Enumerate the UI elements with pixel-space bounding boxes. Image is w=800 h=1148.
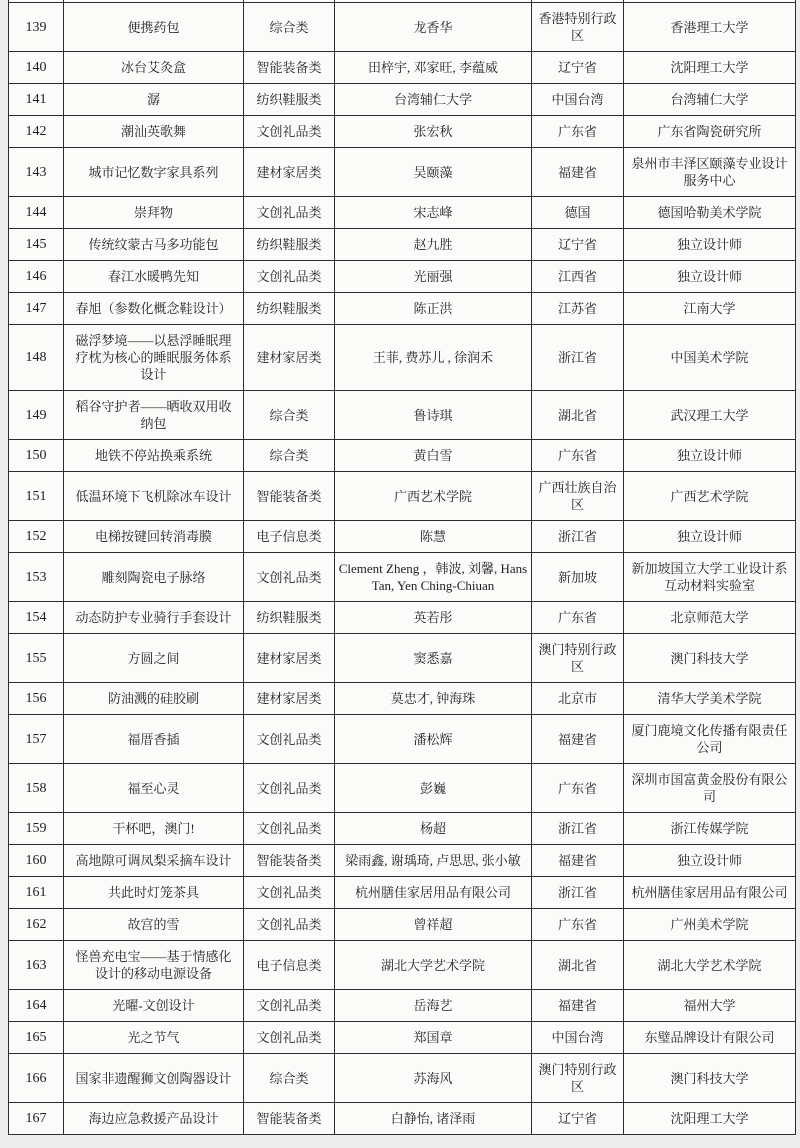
cell-category: 智能装备类	[244, 472, 335, 521]
cell-region: 中国台湾	[532, 84, 624, 116]
cell-region: 广西壮族自治区	[532, 472, 624, 521]
cell-category: 综合类	[244, 3, 335, 52]
cell-no: 164	[9, 990, 64, 1022]
cell-no: 165	[9, 1022, 64, 1054]
cell-no: 147	[9, 293, 64, 325]
cell-category: 建材家居类	[244, 325, 335, 391]
cell-institution: 深圳市国富黄金股份有限公司	[624, 764, 796, 813]
cell-category: 智能装备类	[244, 52, 335, 84]
cell-no: 144	[9, 197, 64, 229]
cell-institution: 清华大学美术学院	[624, 683, 796, 715]
table-row	[9, 52, 796, 84]
table-row	[9, 3, 796, 52]
table-row	[9, 553, 796, 602]
award-entries-table	[8, 0, 796, 1135]
cell-region: 福建省	[532, 990, 624, 1022]
cell-designers: 吴颐藻	[335, 148, 532, 197]
cell-institution: 澳门科技大学	[624, 634, 796, 683]
cell-institution: 新加坡国立大学工业设计系互动材料实验室	[624, 553, 796, 602]
cell-designers: 广西艺术学院	[335, 472, 532, 521]
cell-region: 广东省	[532, 116, 624, 148]
cell-no: 141	[9, 84, 64, 116]
cell-institution: 独立设计师	[624, 261, 796, 293]
table-row	[9, 293, 796, 325]
cell-region: 辽宁省	[532, 52, 624, 84]
cell-designers: 张宏秋	[335, 116, 532, 148]
cell-title: 地铁不停站换乘系统	[64, 440, 244, 472]
table-row	[9, 877, 796, 909]
cell-category: 电子信息类	[244, 941, 335, 990]
cell-institution: 东璧品牌设计有限公司	[624, 1022, 796, 1054]
cell-no: 167	[9, 1103, 64, 1135]
cell-no: 166	[9, 1054, 64, 1103]
cell-title: 电梯按键回转消毒膜	[64, 521, 244, 553]
cell-region: 澳门特别行政区	[532, 1054, 624, 1103]
cell-title: 稻谷守护者——晒收双用收纳包	[64, 391, 244, 440]
cell-category: 文创礼品类	[244, 990, 335, 1022]
cell-no: 161	[9, 877, 64, 909]
table-row	[9, 941, 796, 990]
cell-title: 防油溅的硅胶刷	[64, 683, 244, 715]
cell-region: 辽宁省	[532, 229, 624, 261]
cell-region: 新加坡	[532, 553, 624, 602]
table-row	[9, 84, 796, 116]
cell-designers: Clement Zheng ，韩波, 刘馨, Hans Tan, Yen Ching-Chiuan	[335, 553, 532, 602]
cell-designers: 鲁诗琪	[335, 391, 532, 440]
table-row	[9, 472, 796, 521]
cell-institution: 独立设计师	[624, 521, 796, 553]
cell-designers: 宋志峰	[335, 197, 532, 229]
table-row	[9, 813, 796, 845]
table-row	[9, 229, 796, 261]
table-body	[9, 0, 796, 1135]
cell-title: 方圆之间	[64, 634, 244, 683]
cell-institution: 北京师范大学	[624, 602, 796, 634]
cell-institution: 广州美术学院	[624, 909, 796, 941]
cell-no: 148	[9, 325, 64, 391]
cell-no: 159	[9, 813, 64, 845]
cell-region: 广东省	[532, 909, 624, 941]
cell-region: 广东省	[532, 764, 624, 813]
cell-title: 传统纹蒙古马多功能包	[64, 229, 244, 261]
cell-category: 文创礼品类	[244, 197, 335, 229]
table-row	[9, 1022, 796, 1054]
cell-institution: 台湾辅仁大学	[624, 84, 796, 116]
cell-title: 国家非遗醒狮文创陶器设计	[64, 1054, 244, 1103]
cell-category: 建材家居类	[244, 148, 335, 197]
cell-no: 146	[9, 261, 64, 293]
cell-no: 160	[9, 845, 64, 877]
cell-designers: 龙香华	[335, 3, 532, 52]
cell-no: 143	[9, 148, 64, 197]
table-row	[9, 909, 796, 941]
cell-region: 广东省	[532, 602, 624, 634]
cell-category: 文创礼品类	[244, 261, 335, 293]
cell-no: 145	[9, 229, 64, 261]
cell-category: 电子信息类	[244, 521, 335, 553]
cell-title: 动态防护专业骑行手套设计	[64, 602, 244, 634]
cell-no: 163	[9, 941, 64, 990]
cell-designers: 彭巍	[335, 764, 532, 813]
cell-designers: 陈正洪	[335, 293, 532, 325]
cell-title: 共此时灯笼茶具	[64, 877, 244, 909]
cell-no: 149	[9, 391, 64, 440]
table-row	[9, 521, 796, 553]
cell-no: 140	[9, 52, 64, 84]
cell-category: 综合类	[244, 391, 335, 440]
cell-institution: 中国美术学院	[624, 325, 796, 391]
cell-designers: 湖北大学艺术学院	[335, 941, 532, 990]
cell-institution: 独立设计师	[624, 229, 796, 261]
cell-designers: 陈慧	[335, 521, 532, 553]
cell-designers: 郑国章	[335, 1022, 532, 1054]
cell-designers: 田梓宇, 邓家旺, 李蕴威	[335, 52, 532, 84]
cell-no: 151	[9, 472, 64, 521]
table-row	[9, 990, 796, 1022]
cell-title: 故宫的雪	[64, 909, 244, 941]
cell-institution: 沈阳理工大学	[624, 52, 796, 84]
cell-institution: 广东省陶瓷研究所	[624, 116, 796, 148]
cell-title: 光曜-文创设计	[64, 990, 244, 1022]
cell-title: 春江水暖鸭先知	[64, 261, 244, 293]
cell-designers: 白静怡, 诸泽雨	[335, 1103, 532, 1135]
cell-designers: 莫忠才, 钟海珠	[335, 683, 532, 715]
cell-no: 156	[9, 683, 64, 715]
cell-region: 江苏省	[532, 293, 624, 325]
cell-category: 建材家居类	[244, 634, 335, 683]
cell-designers: 黄白雪	[335, 440, 532, 472]
cell-region: 香港特别行政区	[532, 3, 624, 52]
cell-designers: 杨超	[335, 813, 532, 845]
cell-title: 海边应急救援产品设计	[64, 1103, 244, 1135]
cell-designers: 英若彤	[335, 602, 532, 634]
cell-designers: 光丽强	[335, 261, 532, 293]
cell-no: 157	[9, 715, 64, 764]
table-row	[9, 116, 796, 148]
cell-title: 光之节气	[64, 1022, 244, 1054]
cell-region: 湖北省	[532, 941, 624, 990]
cell-designers: 梁雨鑫, 谢瑀琦, 卢思思, 张小敏	[335, 845, 532, 877]
cell-category: 文创礼品类	[244, 909, 335, 941]
cell-category: 文创礼品类	[244, 553, 335, 602]
cell-designers: 王菲, 费苏儿 , 徐润禾	[335, 325, 532, 391]
cell-designers: 曾祥超	[335, 909, 532, 941]
cell-institution: 福州大学	[624, 990, 796, 1022]
cell-region: 湖北省	[532, 391, 624, 440]
table-row	[9, 1054, 796, 1103]
cell-institution: 广西艺术学院	[624, 472, 796, 521]
cell-region: 辽宁省	[532, 1103, 624, 1135]
cell-institution: 德国哈勒美术学院	[624, 197, 796, 229]
cell-title: 福至心灵	[64, 764, 244, 813]
cell-region: 浙江省	[532, 813, 624, 845]
cell-no: 153	[9, 553, 64, 602]
cell-region: 福建省	[532, 715, 624, 764]
cell-title: 雕刻陶瓷电子脉络	[64, 553, 244, 602]
cell-title: 潮汕英歌舞	[64, 116, 244, 148]
cell-title: 崇拜物	[64, 197, 244, 229]
cell-region: 福建省	[532, 845, 624, 877]
cell-no: 150	[9, 440, 64, 472]
cell-institution: 江南大学	[624, 293, 796, 325]
cell-category: 综合类	[244, 440, 335, 472]
cell-category: 综合类	[244, 1054, 335, 1103]
cell-region: 江西省	[532, 261, 624, 293]
cell-category: 建材家居类	[244, 683, 335, 715]
cell-no: 152	[9, 521, 64, 553]
cell-institution: 武汉理工大学	[624, 391, 796, 440]
cell-designers: 赵九胜	[335, 229, 532, 261]
table-row	[9, 325, 796, 391]
table-row	[9, 1103, 796, 1135]
table-row	[9, 845, 796, 877]
cell-title: 便携药包	[64, 3, 244, 52]
cell-institution: 泉州市丰泽区颐藻专业设计服务中心	[624, 148, 796, 197]
cell-region: 中国台湾	[532, 1022, 624, 1054]
cell-region: 北京市	[532, 683, 624, 715]
cell-category: 文创礼品类	[244, 813, 335, 845]
cell-institution: 厦门鹿境文化传播有限责任公司	[624, 715, 796, 764]
table-row	[9, 261, 796, 293]
cell-designers: 台湾辅仁大学	[335, 84, 532, 116]
cell-category: 文创礼品类	[244, 715, 335, 764]
table-row	[9, 602, 796, 634]
cell-category: 纺织鞋服类	[244, 229, 335, 261]
cell-title: 福厝香插	[64, 715, 244, 764]
cell-category: 文创礼品类	[244, 116, 335, 148]
cell-institution: 浙江传媒学院	[624, 813, 796, 845]
cell-designers: 潘松辉	[335, 715, 532, 764]
cell-no: 142	[9, 116, 64, 148]
cell-designers: 杭州膳佳家居用品有限公司	[335, 877, 532, 909]
table-row	[9, 764, 796, 813]
cell-no: 158	[9, 764, 64, 813]
table-row	[9, 683, 796, 715]
cell-no: 139	[9, 3, 64, 52]
cell-category: 纺织鞋服类	[244, 84, 335, 116]
cell-category: 文创礼品类	[244, 877, 335, 909]
cell-category: 智能装备类	[244, 845, 335, 877]
cell-category: 文创礼品类	[244, 764, 335, 813]
cell-region: 浙江省	[532, 325, 624, 391]
cell-category: 智能装备类	[244, 1103, 335, 1135]
table-row	[9, 391, 796, 440]
cell-no: 154	[9, 602, 64, 634]
cell-region: 浙江省	[532, 877, 624, 909]
cell-title: 低温环境下飞机除冰车设计	[64, 472, 244, 521]
cell-institution: 澳门科技大学	[624, 1054, 796, 1103]
cell-institution: 独立设计师	[624, 845, 796, 877]
cell-title: 磁浮梦境——以悬浮睡眠理疗枕为核心的睡眠服务体系设计	[64, 325, 244, 391]
cell-institution: 湖北大学艺术学院	[624, 941, 796, 990]
cell-title: 高地隙可调凤梨采摘车设计	[64, 845, 244, 877]
cell-region: 德国	[532, 197, 624, 229]
cell-title: 春旭（参数化概念鞋设计）	[64, 293, 244, 325]
cell-region: 广东省	[532, 440, 624, 472]
cell-no: 162	[9, 909, 64, 941]
table-row	[9, 197, 796, 229]
cell-designers: 苏海风	[335, 1054, 532, 1103]
cell-category: 纺织鞋服类	[244, 293, 335, 325]
table-row	[9, 715, 796, 764]
cell-category: 纺织鞋服类	[244, 602, 335, 634]
cell-region: 浙江省	[532, 521, 624, 553]
cell-category: 文创礼品类	[244, 1022, 335, 1054]
table-row	[9, 634, 796, 683]
cell-institution: 沈阳理工大学	[624, 1103, 796, 1135]
cell-title: 冰台艾灸盒	[64, 52, 244, 84]
table-row	[9, 440, 796, 472]
table-row	[9, 148, 796, 197]
cell-region: 福建省	[532, 148, 624, 197]
cell-institution: 香港理工大学	[624, 3, 796, 52]
cell-region: 澳门特别行政区	[532, 634, 624, 683]
cell-designers: 窦悉嘉	[335, 634, 532, 683]
cell-no: 155	[9, 634, 64, 683]
cell-title: 怪兽充电宝——基于情感化设计的移动电源设备	[64, 941, 244, 990]
cell-institution: 杭州膳佳家居用品有限公司	[624, 877, 796, 909]
cell-title: 干杯吧，澳门!	[64, 813, 244, 845]
cell-designers: 岳海艺	[335, 990, 532, 1022]
cell-title: 城市记忆数字家具系列	[64, 148, 244, 197]
cell-institution: 独立设计师	[624, 440, 796, 472]
cell-title: 潺	[64, 84, 244, 116]
